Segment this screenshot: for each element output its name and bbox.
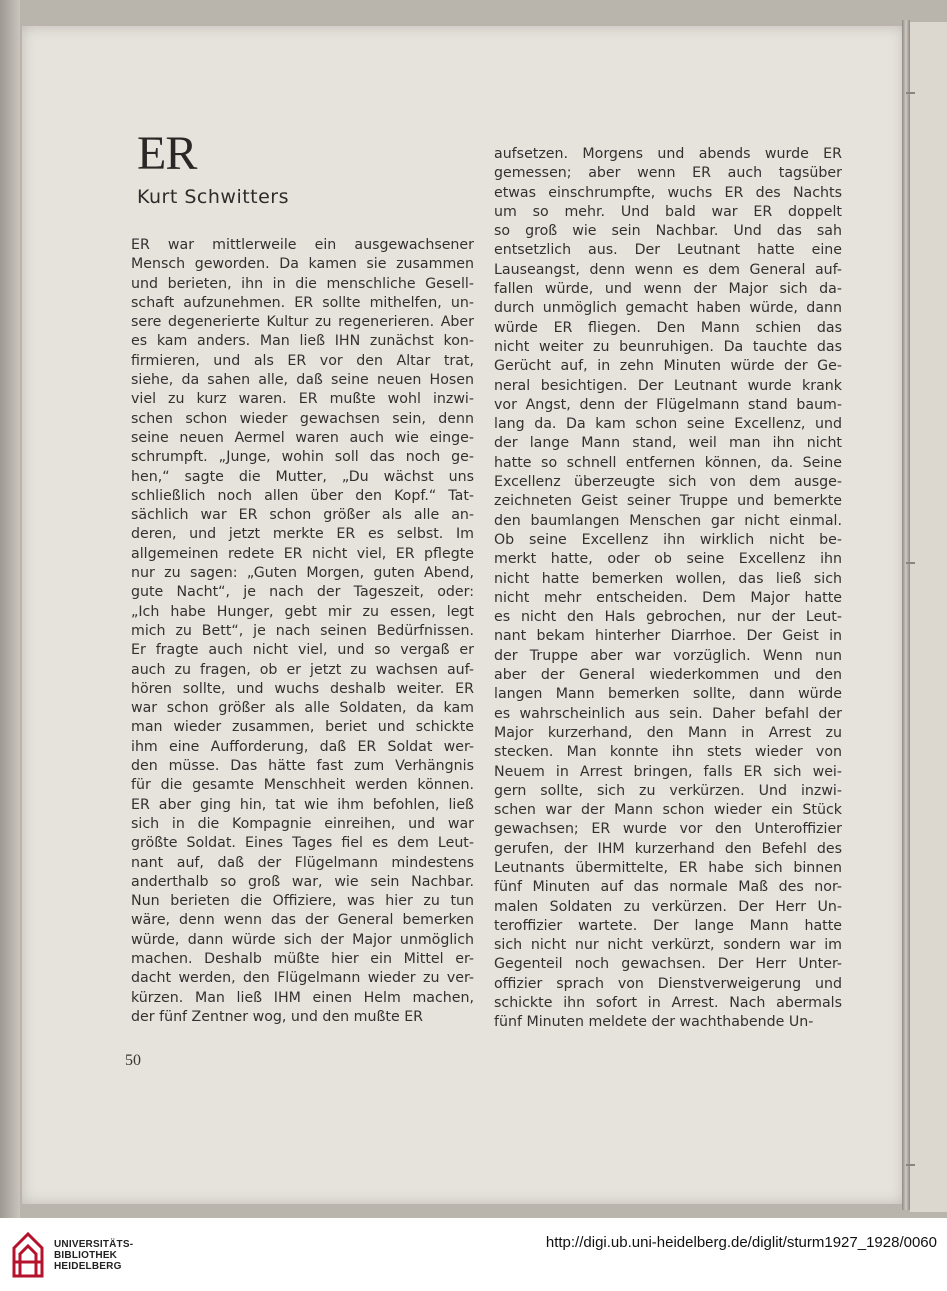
text-line: schaft aufzunehmen. ER sollte mithelfen, un-: [131, 294, 474, 311]
text-line: Leutnants übermittelte, ER habe sich binnen: [494, 859, 842, 876]
text-line: gern sollte, sich zu verkürzen. Und inzwi-: [494, 782, 842, 799]
text-line: ihm eine Aufforderung, daß ER Soldat wer-: [131, 738, 474, 755]
text-line: fünf Minuten meldete der wachthabende Un-: [494, 1014, 814, 1031]
text-line: den müsse. Das hätte fast zum Verhängnis: [131, 758, 474, 775]
text-column-right: [494, 145, 842, 1033]
text-line: langen Mann bemerken sollte, dann würde: [494, 686, 842, 703]
library-name: [54, 1239, 133, 1272]
article-title: ER: [137, 127, 197, 180]
text-line: allgemeinen redete ER nicht viel, ER pflegte: [131, 545, 474, 562]
text-line: deren, und jetzt merkte ER es selbst. Im: [131, 526, 474, 543]
text-line: hen,“ sagte die Mutter, „Du wächst uns: [131, 468, 474, 485]
text-line: es nicht den Hals gebrochen, nur der Leut-: [494, 609, 842, 626]
text-line: schickte ihn sofort in Arrest. Nach abermals: [494, 995, 842, 1012]
text-line: Lauseangst, denn wenn es dem General auf-: [494, 261, 842, 278]
text-line: schen schon wieder gewachsen sein, denn: [131, 410, 474, 427]
text-line: wäre, denn wenn das der General bemerken: [131, 912, 474, 929]
text-line: durch unmöglich gemacht haben würde, dann: [494, 300, 842, 317]
text-line: kürzen. Man ließ IHM einen Helm machen,: [131, 989, 474, 1006]
text-line: sich nicht nur nicht verkürzt, sondern war im: [494, 937, 842, 954]
text-line: lang da. Da kam schon seine Excellenz, und: [494, 416, 842, 433]
library-name-line: BIBLIOTHEK: [54, 1250, 118, 1261]
text-line: malen Soldaten zu verkürzen. Der Herr Un-: [494, 898, 842, 915]
viewer-footer: [0, 1218, 947, 1291]
page-edge-mark: [906, 1164, 915, 1166]
text-line: Gegenteil noch gewachsen. Der Herr Unter-: [494, 956, 842, 973]
text-line: sich in die Kompagnie einreihen, und war: [131, 815, 474, 832]
text-line: seine neuen Aermel waren auch wie einge-: [131, 429, 474, 446]
text-line: man wieder zusammen, beriet und schickte: [131, 719, 474, 736]
text-line: gute Nacht“, je nach der Tageszeit, oder:: [131, 584, 474, 601]
text-line: der fünf Zentner wog, und den mußte ER: [131, 1008, 424, 1025]
text-line: firmieren, und als ER vor den Altar trat,: [131, 352, 474, 369]
text-line: war schon größer als alle Soldaten, da kam: [131, 700, 474, 717]
text-line: Major kurzerhand, den Mann in Arrest zu: [494, 724, 842, 741]
facing-page-edge: [910, 22, 947, 1212]
text-line: „Ich habe Hunger, gebt mir zu essen, legt: [131, 603, 474, 620]
text-line: offizier sprach von Dienstverweigerung und: [494, 975, 842, 992]
text-line: entsetzlich aus. Der Leutnant hatte eine: [494, 242, 842, 259]
article-author: Kurt Schwitters: [137, 186, 290, 208]
text-line: Nun berieten die Offiziere, was hier zu tun: [131, 893, 474, 910]
text-line: es kam anders. Man ließ IHN zunächst kon-: [131, 333, 474, 350]
text-line: Neuem in Arrest bringen, falls ER sich wei-: [494, 763, 842, 780]
text-line: dacht werden, den Flügelmann wieder zu ver-: [131, 970, 474, 987]
text-line: hören sollte, und wuchs deshalb weiter. ER: [131, 680, 474, 697]
book-edge-left: [0, 0, 20, 1218]
text-line: gerufen, der IHM kurzerhand den Befehl des: [494, 840, 842, 857]
text-line: viel zu kurz waren. ER mußte wohl inzwi-: [131, 391, 474, 408]
text-line: zeichneten Geist seiner Truppe und bemerkte: [494, 493, 842, 510]
text-line: schließlich noch allen über den Kopf.“ Tat-: [131, 487, 474, 504]
text-line: fünf Minuten auf das normale Maß des nor-: [494, 879, 842, 896]
text-line: gemessen; aber wenn ER auch tagsüber: [494, 165, 842, 182]
text-line: nicht mehr entscheiden. Dem Major hatte: [494, 589, 842, 606]
text-line: nant auf, daß der Flügelmann mindestens: [131, 854, 474, 871]
library-name-line: HEIDELBERG: [54, 1261, 122, 1272]
text-line: nur zu sagen: „Guten Morgen, guten Abend,: [131, 565, 474, 582]
book-gutter: [902, 20, 910, 1210]
text-line: siehe, da sahen alle, daß seine neuen Hosen: [131, 372, 474, 389]
page-number: 50: [125, 1052, 141, 1069]
library-name-line: UNIVERSITÄTS-: [54, 1239, 134, 1250]
text-line: schrumpft. „Junge, wohin soll das noch ge-: [131, 449, 474, 466]
text-line: machen. Deshalb müßte hier ein Mittel er-: [131, 950, 474, 967]
text-line: ER war mittlerweile ein ausgewachsener: [131, 237, 474, 253]
text-line: nicht weiter zu beunruhigen. Da tauchte das: [494, 338, 842, 355]
text-line: der Truppe aber war vorzüglich. Wenn nun: [494, 647, 842, 664]
text-line: mich zu Bett“, je nach seinen Bedürfnissen.: [131, 622, 474, 639]
text-line: den baumlangen Menschen gar nicht einmal.: [494, 512, 842, 529]
text-line: nant bekam hinterher Diarrhoe. Der Geist in: [494, 628, 842, 645]
text-line: schen war der Mann schon wieder ein Stück: [494, 802, 842, 819]
text-line: es wahrscheinlich aus sein. Daher befahl der: [494, 705, 842, 722]
text-line: aufsetzen. Morgens und abends wurde ER: [494, 146, 842, 162]
text-line: Gerücht auf, in zehn Minuten würde der Ge-: [494, 358, 842, 375]
text-line: auch zu fragen, ob er jetzt zu wachsen auf-: [131, 661, 474, 678]
text-line: sere degenerierte Kultur zu regenerieren. Aber: [131, 314, 474, 331]
text-line: etwas einschrumpfte, wuchs ER des Nachts: [494, 184, 842, 201]
page-edge-mark: [906, 92, 915, 94]
text-line: fallen würde, und wenn der Major sich da-: [494, 281, 842, 298]
text-line: um so mehr. Und bald war ER doppelt: [494, 203, 842, 220]
source-url-link[interactable]: http://digi.ub.uni-heidelberg.de/diglit/sturm1927_1928/0060: [545, 1234, 937, 1251]
text-line: größte Soldat. Eines Tages fiel es dem Leut-: [131, 835, 474, 852]
text-line: und berieten, ihn in die menschliche Gesell-: [131, 275, 474, 292]
text-line: sächlich war ER schon größer als alle an-: [131, 507, 474, 524]
text-column-left: [131, 236, 474, 1027]
library-logo-icon: [10, 1230, 46, 1280]
text-line: stecken. Man konnte ihn stets wieder von: [494, 744, 842, 761]
page-edge-mark: [906, 562, 915, 564]
text-line: hatte so schnell entfernen können, da. Seine: [494, 454, 842, 471]
text-line: aber der General wiederkommen und den: [494, 667, 842, 684]
text-line: für die gesamte Menschheit werden können.: [131, 777, 474, 794]
text-line: würde, dann würde sich der Major unmöglich: [131, 931, 474, 948]
text-line: Er fragte auch nicht viel, und so vergaß er: [131, 642, 474, 659]
text-line: Excellenz überzeugte sich von dem ausge-: [494, 474, 842, 491]
text-line: der lange Mann stand, weil man ihn nicht: [494, 435, 842, 452]
text-line: Mensch geworden. Da kamen sie zusammen: [131, 256, 474, 273]
text-line: merkt hatte, oder ob seine Excellenz ihn: [494, 551, 842, 568]
text-line: neral besichtigen. Der Leutnant wurde krank: [494, 377, 842, 394]
text-line: nicht hatte bemerken wollen, das ließ sich: [494, 570, 842, 587]
text-line: so groß wie sein Nachbar. Und das sah: [494, 223, 842, 240]
text-line: teroffizier wartete. Der lange Mann hatte: [494, 917, 842, 934]
text-line: würde ER fliegen. Den Mann schien das: [494, 319, 842, 336]
text-line: gewachsen; ER wurde vor den Unteroffizier: [494, 821, 842, 838]
text-line: Ob seine Excellenz ihn wirklich nicht be-: [494, 531, 842, 548]
text-line: anderthalb so groß war, wie sein Nachbar.: [131, 873, 474, 890]
text-line: vor Angst, denn der Flügelmann stand baum-: [494, 396, 842, 413]
text-line: ER aber ging hin, tat wie ihm befohlen, ließ: [131, 796, 474, 813]
